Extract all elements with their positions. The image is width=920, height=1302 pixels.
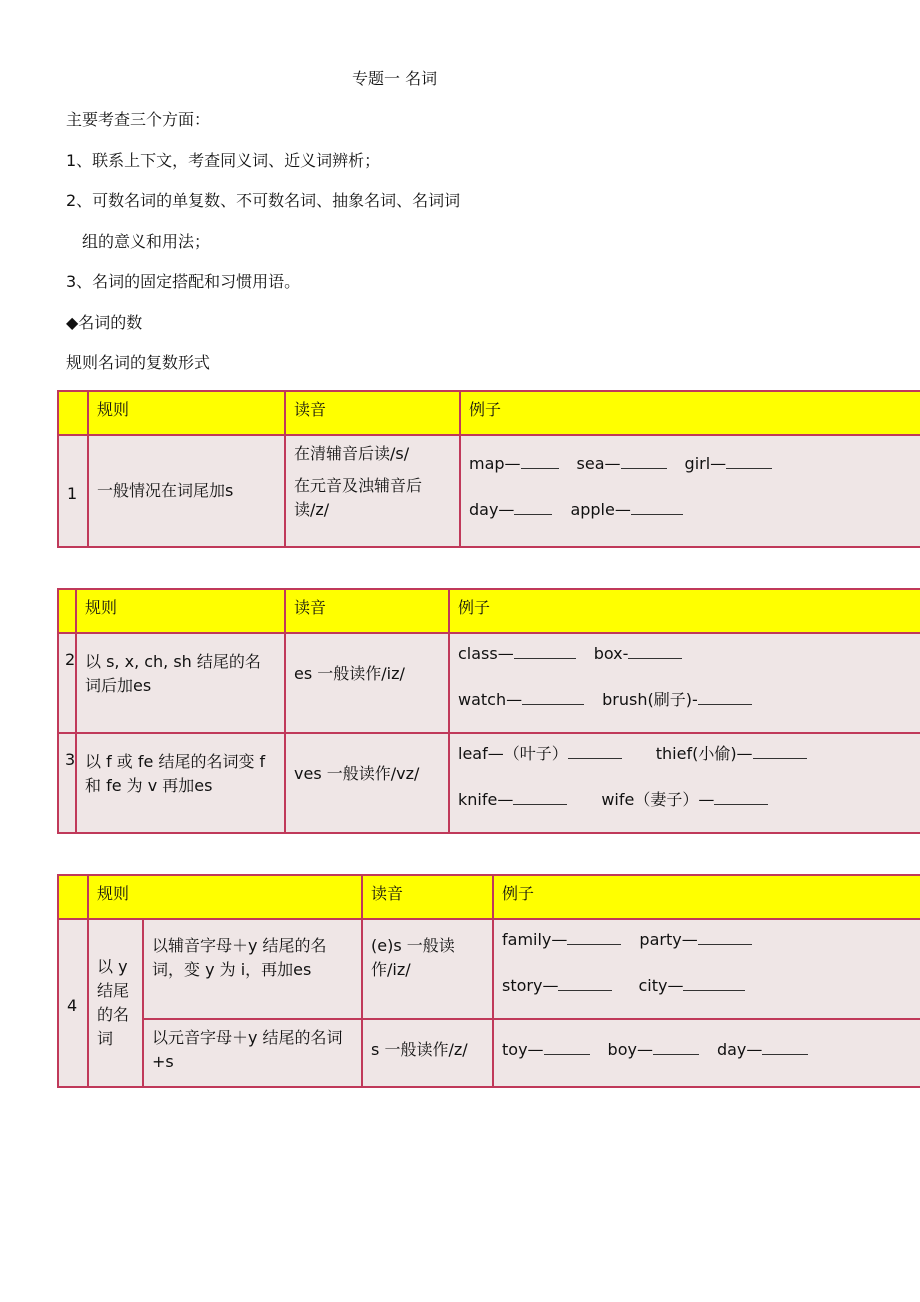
rule-cell: 以 s, x, ch, sh 结尾的名词后加es xyxy=(76,633,285,733)
example-item: day— xyxy=(469,498,552,522)
example-item: map— xyxy=(469,452,559,476)
example-item: thief(小偷)— xyxy=(656,742,807,766)
pron-cell: s 一般读作/z/ xyxy=(362,1019,493,1087)
subrule-cell: 以辅音字母＋y 结尾的名词，变 y 为 i，再加es xyxy=(143,919,362,1019)
header-pron: 读音 xyxy=(362,875,493,919)
example-item: apple— xyxy=(570,498,682,522)
category-cell: 以 y 结尾的名词 xyxy=(88,919,143,1087)
row-number: 2 xyxy=(58,633,76,733)
example-item: brush(刷子)- xyxy=(602,688,752,712)
intro-item-2: 2、可数名词的单复数、不可数名词、抽象名词、名词词 xyxy=(66,191,461,210)
header-example: 例子 xyxy=(493,875,920,919)
intro-item-2-cont: 组的意义和用法； xyxy=(82,232,211,251)
example-item: toy— xyxy=(502,1038,590,1062)
plural-table-1 xyxy=(57,390,920,548)
pron-cell: (e)s 一般读作/iz/ xyxy=(362,919,493,1019)
row-number: 1 xyxy=(58,435,88,547)
example-cell xyxy=(449,733,920,833)
pron-cell xyxy=(285,435,460,547)
example-item: sea— xyxy=(577,452,667,476)
header-rule: 规则 xyxy=(76,589,285,633)
pron-text: 在清辅音后读/s/ xyxy=(294,444,410,463)
example-item: city— xyxy=(638,974,745,998)
example-item: wife（妻子）— xyxy=(601,788,768,812)
example-cell xyxy=(493,919,920,1019)
pron-text: 在元音及浊辅音后读/z/ xyxy=(294,476,423,519)
header-rule: 规则 xyxy=(88,391,285,435)
header-pron: 读音 xyxy=(285,391,460,435)
example-item: watch— xyxy=(458,688,584,712)
section-heading: ◆名词的数 xyxy=(66,313,143,332)
example-cell xyxy=(460,435,920,547)
pron-cell: es 一般读作/iz/ xyxy=(285,633,449,733)
row-number: 3 xyxy=(58,733,76,833)
example-item: story— xyxy=(502,974,612,998)
rule-cell: 一般情况在词尾加s xyxy=(88,435,285,547)
pron-cell: ves 一般读作/vz/ xyxy=(285,733,449,833)
rule-cell: 以 f 或 fe 结尾的名词变 f 和 fe 为 v 再加es xyxy=(76,733,285,833)
example-item: box- xyxy=(594,642,683,666)
example-item: girl— xyxy=(685,452,773,476)
example-item: class— xyxy=(458,642,576,666)
row-number: 4 xyxy=(58,919,88,1087)
page-title: 专题一 名词 xyxy=(352,69,438,88)
intro-item-3: 3、名词的固定搭配和习惯用语。 xyxy=(66,272,301,291)
example-cell xyxy=(493,1019,920,1087)
plural-table-2 xyxy=(57,588,920,834)
plural-table-3 xyxy=(57,874,920,1088)
example-item: knife— xyxy=(458,788,567,812)
example-item: day— xyxy=(717,1038,808,1062)
intro-item-1: 1、联系上下文，考查同义词、近义词辨析； xyxy=(66,151,381,170)
header-rule: 规则 xyxy=(88,875,362,919)
example-item: family— xyxy=(502,928,621,952)
intro-heading: 主要考查三个方面： xyxy=(66,110,211,129)
example-item: party— xyxy=(639,928,751,952)
section-subtitle: 规则名词的复数形式 xyxy=(66,353,211,372)
header-example: 例子 xyxy=(449,589,920,633)
example-item: leaf—（叶子） xyxy=(458,742,622,766)
header-example: 例子 xyxy=(460,391,920,435)
subrule-cell: 以元音字母＋y 结尾的名词 +s xyxy=(143,1019,362,1087)
example-cell xyxy=(449,633,920,733)
header-pron: 读音 xyxy=(285,589,449,633)
example-item: boy— xyxy=(608,1038,699,1062)
